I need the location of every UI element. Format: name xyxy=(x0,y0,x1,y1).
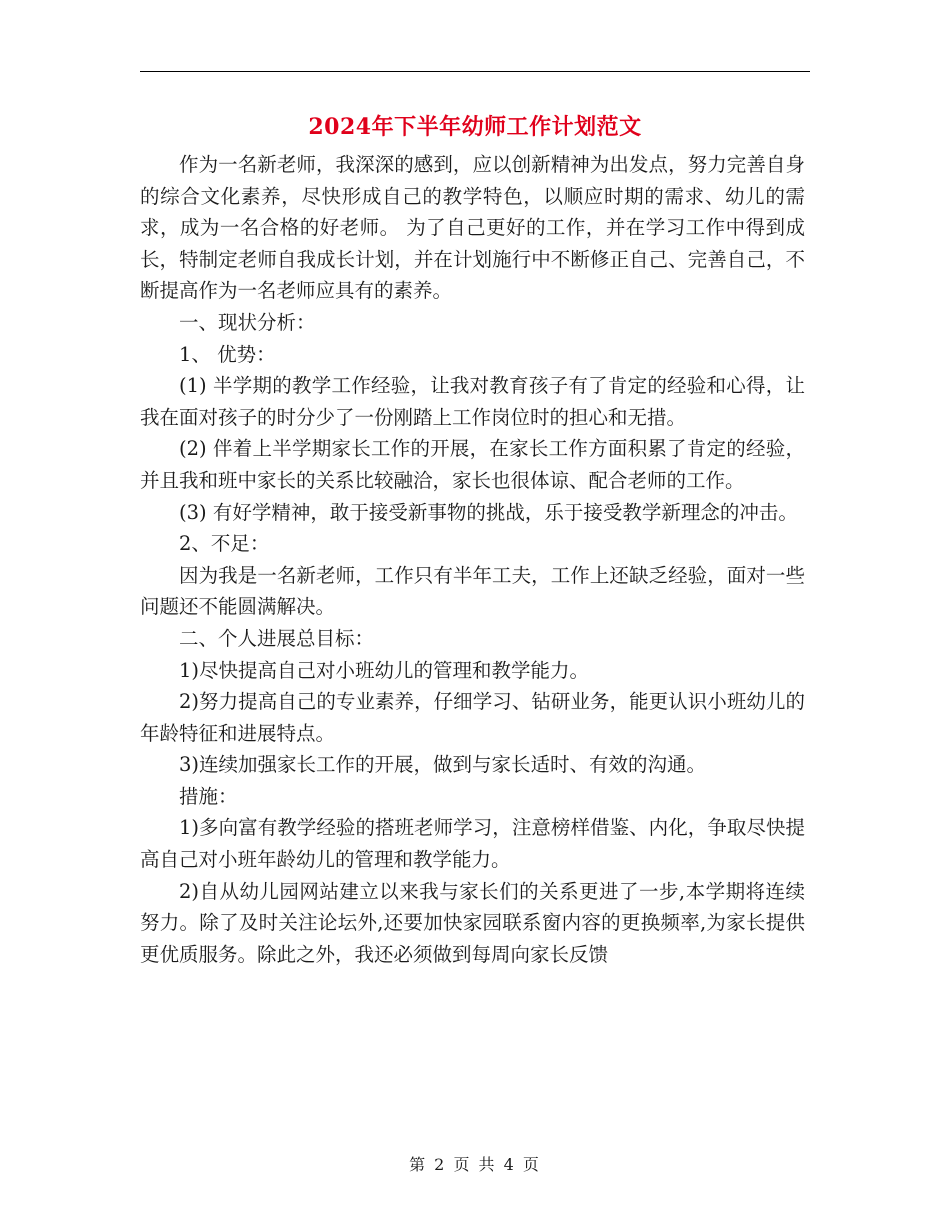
intro-paragraph: 作为一名新老师，我深深的感到，应以创新精神为出发点，努力完善自身的综合文化素养，尽快形成自己的教学特色，以顺应时期的需求、幼儿的需求，成为一名合格的好老师。 为了自己更好的工作，并在学习工作中得到成长，特制定老师自我成长计划，并在计划施行中不断修正自己、完善自己，不断提高作为一名老师应具有的素养。 xyxy=(140,153,805,303)
subheading-strengths: 1、 优势： xyxy=(179,342,276,366)
measure-item-2: 2)自从幼儿园网站建立以来我与家长们的关系更进了一步,本学期将连续努力。除了及时关注论坛外,还要加快家园联系窗内容的更换频率,为家长提供更优质服务。除此之外，我还必须做到每周向家长反馈 xyxy=(140,879,805,966)
document-title: 2024年下半年幼师工作计划范文 xyxy=(308,114,642,140)
strength-item-1: (1) 半学期的教学工作经验，让我对教育孩子有了肯定的经验和心得，让我在面对孩子的时分少了一份刚踏上工作岗位时的担心和无措。 xyxy=(140,374,805,429)
page-number-footer: 第 2 页 共 4 页 xyxy=(409,1155,541,1174)
subheading-weaknesses: 2、不足： xyxy=(179,532,270,556)
strength-item-3: (3) 有好学精神，敢于接受新事物的挑战，乐于接受教学新理念的冲击。 xyxy=(179,500,798,524)
subheading-measures: 措施： xyxy=(179,784,238,808)
header-rule xyxy=(140,71,810,72)
weakness-paragraph: 因为我是一名新老师，工作只有半年工夫，工作上还缺乏经验，面对一些问题还不能圆满解决。 xyxy=(140,563,805,619)
section-heading-goals: 二、个人进展总目标： xyxy=(179,626,375,650)
section-heading-status: 一、现状分析： xyxy=(179,310,316,334)
goal-item-2: 2)努力提高自己的专业素养，仔细学习、钻研业务，能更认识小班幼儿的年龄特征和进展特点。 xyxy=(140,690,805,745)
goal-item-1: 1)尽快提高自己对小班幼儿的管理和教学能力。 xyxy=(179,658,590,682)
document-body xyxy=(140,149,805,970)
strength-item-2: (2) 伴着上半学期家长工作的开展，在家长工作方面积累了肯定的经验，并且我和班中家长的关系比较融洽，家长也很体谅、配合老师的工作。 xyxy=(140,437,805,492)
measure-item-1: 1)多向富有教学经验的搭班老师学习，注意榜样借鉴、内化，争取尽快提高自己对小班年龄幼儿的管理和教学能力。 xyxy=(140,816,805,872)
goal-item-3: 3)连续加强家长工作的开展，做到与家长适时、有效的沟通。 xyxy=(179,753,707,777)
